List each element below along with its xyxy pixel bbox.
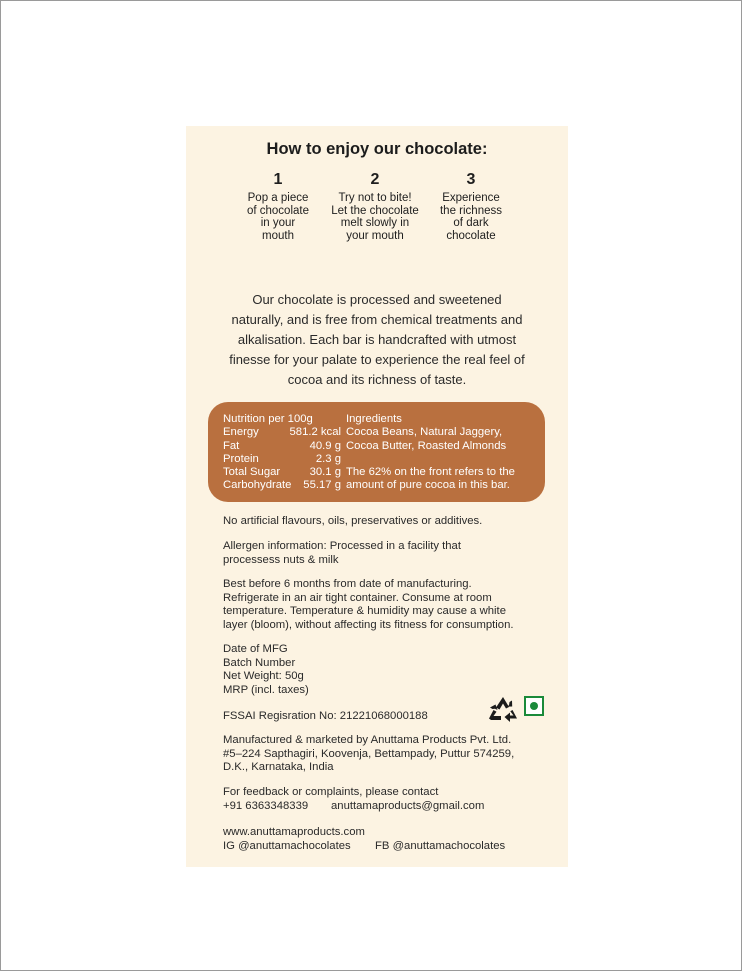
nutrition-row — [223, 466, 341, 479]
description-line: finesse for your palate to experience the real feel of — [229, 352, 525, 367]
ingredients-line: Cocoa Beans, Natural Jaggery, — [346, 426, 503, 439]
manufacturer-info — [223, 734, 553, 775]
nutrition-box — [208, 402, 545, 502]
no-additives-text: No artificial flavours, oils, preservatives or additives. — [223, 515, 483, 527]
veg-dot — [530, 702, 538, 710]
pack-info-line: MRP (incl. taxes) — [223, 683, 309, 696]
step-line: mouth — [262, 229, 294, 242]
step-line: Try not to bite! — [338, 192, 412, 204]
pack-info-line: Net Weight: 50g — [223, 670, 304, 683]
description-line: cocoa and its richness of taste. — [287, 372, 467, 387]
how-to-enjoy-heading: How to enjoy our chocolate: — [266, 140, 488, 158]
pack-info — [223, 643, 553, 697]
allergen-line: processess nuts & milk — [223, 553, 339, 566]
feedback-line: For feedback or complaints, please contact — [223, 786, 439, 798]
storage-line: Refrigerate in an air tight container. Consume at room — [223, 591, 492, 604]
nutrient-value: 55.17 g — [303, 479, 341, 492]
nutrient-label: Fat — [223, 439, 240, 452]
step-text — [320, 192, 430, 242]
label-panel — [186, 126, 568, 867]
step-line: of dark — [453, 217, 489, 230]
step-line: chocolate — [446, 229, 496, 242]
step-3 — [416, 170, 526, 242]
allergen-line: Allergen information: Processed in a facility that — [223, 540, 461, 552]
nutrient-label: Energy — [223, 426, 259, 439]
step-number: 2 — [370, 171, 380, 188]
contact-row — [223, 800, 553, 814]
nutrient-label: Protein — [223, 452, 259, 465]
manufacturer-line: D.K., Karnataka, India — [223, 761, 334, 774]
storage-line: layer (bloom), without affecting its fitness for consumption. — [223, 618, 514, 631]
step-line: the richness — [439, 204, 502, 217]
cocoa-note-line: amount of pure cocoa in this bar. — [346, 479, 510, 492]
description-paragraph — [206, 290, 548, 390]
nutrient-label: Carbohydrate — [223, 479, 292, 492]
nutrition-table — [223, 413, 341, 493]
manufacturer-line: Manufactured & marketed by Anuttama Products Pvt. Ltd. — [223, 734, 512, 746]
step-line: Experience — [442, 192, 500, 204]
storage-info — [223, 578, 553, 632]
ingredients-line: Cocoa Butter, Roasted Almonds — [346, 439, 507, 452]
step-2 — [320, 170, 430, 242]
nutrition-row — [223, 440, 341, 453]
nutrition-row — [223, 453, 341, 466]
nutrient-value: 40.9 g — [309, 439, 341, 452]
feedback-info — [223, 786, 553, 813]
nutrition-row — [223, 426, 341, 439]
nutrient-value: 30.1 g — [309, 466, 341, 479]
pack-info-line: Date of MFG — [223, 643, 288, 655]
nutrient-value: 581.2 kcal — [289, 426, 341, 439]
spacer — [346, 453, 536, 466]
ingredients-title: Ingredients — [346, 413, 402, 425]
website-url: www.anuttamaproducts.com — [223, 826, 365, 838]
allergen-info — [223, 540, 553, 567]
description-line: Our chocolate is processed and sweetened — [252, 292, 502, 307]
nutrition-title — [223, 413, 341, 426]
step-line: Let the chocolate — [331, 204, 419, 217]
step-number: 3 — [466, 171, 476, 188]
phone-number: +91 6363348339 — [223, 799, 309, 812]
step-line: melt slowly in — [340, 217, 410, 230]
description-line: alkalisation. Each bar is handcrafted with utmost — [237, 332, 517, 347]
social-row — [223, 840, 553, 854]
manufacturer-line: #5–224 Sapthagiri, Koovenja, Bettampady, Puttur 574259, — [223, 747, 515, 760]
nutrient-value: 2.3 g — [315, 452, 341, 465]
email-address: anuttamaproducts@gmail.com — [331, 799, 485, 812]
nutrition-title-text: Nutrition per 100g — [223, 413, 313, 425]
step-line: in your — [260, 217, 296, 230]
instagram-handle: IG @anuttamachocolates — [223, 839, 351, 852]
step-number: 1 — [273, 171, 283, 188]
step-text — [416, 192, 526, 242]
nutrition-row — [223, 479, 341, 492]
step-1 — [223, 170, 333, 242]
step-line: your mouth — [346, 229, 404, 242]
step-text — [223, 192, 333, 242]
description-line: naturally, and is free from chemical treatments and — [231, 312, 523, 327]
storage-line: Best before 6 months from date of manufacturing. — [223, 578, 472, 590]
nutrient-label: Total Sugar — [223, 466, 281, 479]
social-info — [223, 826, 553, 853]
fssai-number: FSSAI Regisration No: 21221068000188 — [223, 710, 428, 722]
pack-info-line: Batch Number — [223, 656, 296, 669]
storage-line: temperature. Temperature & humidity may cause a white — [223, 605, 506, 618]
facebook-handle: FB @anuttamachocolates — [375, 839, 506, 852]
cocoa-note-line: The 62% on the front refers to the — [346, 466, 515, 479]
step-line: of chocolate — [246, 204, 309, 217]
ingredients-section — [346, 413, 536, 493]
step-line: Pop a piece — [247, 192, 309, 204]
